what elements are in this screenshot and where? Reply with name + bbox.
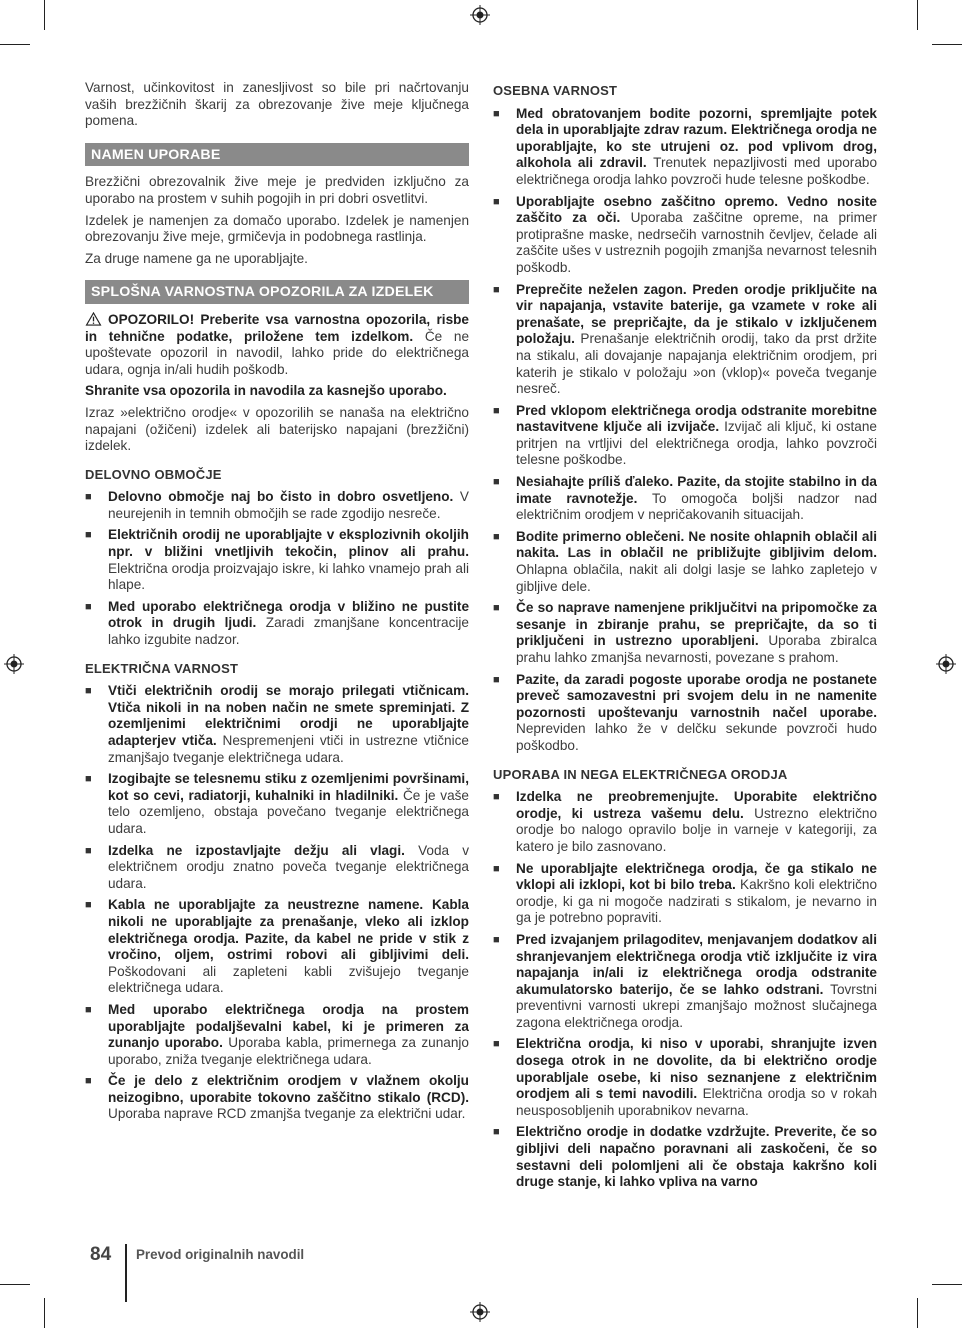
bullet-icon: ■ (85, 491, 92, 504)
bullet-icon: ■ (493, 476, 500, 489)
bullet-icon: ■ (493, 530, 500, 543)
registration-mark-icon (470, 1302, 490, 1322)
bullet-icon: ■ (85, 1075, 92, 1088)
warning-paragraph (85, 312, 469, 378)
bullet-icon: ■ (85, 844, 92, 857)
bullet-icon: ■ (493, 1038, 500, 1051)
footer-divider (125, 1244, 127, 1302)
bullet-icon: ■ (493, 283, 500, 296)
page-number: 84 (90, 1244, 112, 1265)
list-item: ■ Izdelka ne izpostavljajte dežju ali vlagi. Voda v električnem orodju znatno poveča tveganje električnega udara. (85, 842, 470, 891)
keep-instructions: Shranite vsa opozorila in navodila za kasnejšo uporabo. (85, 383, 447, 399)
footer-text: Prevod originalnih navodil (136, 1247, 305, 1262)
bullet-icon: ■ (85, 529, 92, 542)
bullet-icon: ■ (85, 600, 92, 613)
list-item: ■ Če je delo z električnim orodjem v vlažnem okolju neizogibno, uporabite tokovno zaščitno stikalo (RCD). Uporaba naprave RCD zmanjša tveganje za električni udar. (85, 1073, 469, 1122)
registration-mark-icon (470, 5, 490, 25)
list-item: ■ Med obratovanjem bodite pozorni, spremljajte potek dela in uporabljajte zdrav razum. Električnega orodja ne uporabljajte, ko ste utrujeni oz. pod vplivom drog, alkohola ali zdravil. Trenutek nepazljivosti med uporabo električnega orodja lahko povzroči hude telesne poškodbe. (493, 105, 877, 187)
work-area-list (85, 489, 469, 648)
bullet-icon: ■ (85, 773, 92, 786)
bullet-icon: ■ (493, 933, 500, 946)
list-item: ■ Pazite, da zaradi pogoste uporabe orodja ne postanete preveč samozavestni pri svojem delu in ne namenite pozornosti upoštevanju varnostnih načel uporabe. Nepreviden lahko že v delčku sekunde povzroči hudo poškodbo. (493, 671, 877, 753)
subheading-work-area: DELOVNO OBMOČJE (85, 466, 222, 482)
intro-paragraph: Varnost, učinkovitost in zanesljivost so bile pri načrtovanju vaših brezžičnih škarij za obrezovanje žive meje ključnega pomena. (85, 80, 469, 129)
list-item: ■ Bodite primerno oblečeni. Ne nosite ohlapnih oblačil ali nakita. Las in oblačil ne približujte gibljivim delom. Ohlapna oblačila, nakit ali dolgi lasje se lahko zapletejo v gibljive dele. (493, 528, 877, 594)
list-item: ■ Ne uporabljajte električnega orodja, če ga stikalo ne vklopi ali izklopi, kot bi bilo treba. Kakršno koli električno orodje, ki ga ni mogoče nadzirati s stikalom, je nevarno in ga je potrebno popraviti. (493, 860, 878, 926)
intended-use-paragraph: Brezžični obrezovalnik žive meje je predviden izključno za uporabo na prostem v suhih pogojih in pri dobri osvetlitvi. (85, 174, 469, 206)
bullet-icon: ■ (85, 1003, 92, 1016)
subheading-personal-safety: OSEBNA VARNOST (493, 83, 618, 98)
list-item: ■ Vtiči električnih orodij se morajo prilegati vtičnicam. Vtiča nikoli in na noben način ne smete spreminjati. Z ozemljenimi električnimi orodji ne uporabljajte adapterjev vtiča. Nespremenjeni vtiči in ustrezne vtičnice zmanjšajo tveganje električnega udara. (85, 683, 469, 765)
list-item: ■ Pred izvajanjem prilagoditev, menjavanjem dodatkov ali shranjevanjem električnega orodja vtič izključite iz vira napajanja in/ali iz električnega orodja odstranite akumulatorsko baterijo, če se lahko odstrani. Tovrstni preventivni varnosti ukrepi zmanjšajo možnost slučajnega zagona električnega orodja. (493, 931, 877, 1030)
bullet-icon: ■ (493, 602, 500, 615)
subheading-electrical-safety: ELEKTRIČNA VARNOST (85, 660, 239, 676)
use-care-list (493, 789, 877, 1191)
list-item: ■ Izogibajte se telesnemu stiku z ozemljenimi površinami, kot so cevi, radiatorji, kuhalniki in hladilniki. Če je vaše telo ozemljeno, obstaja povečano tveganje električnega udara. (85, 771, 469, 836)
list-item: ■ Električno orodje in dodatke vzdržujte. Preverite, če so gibljivi deli napačno poravnani ali zaskočeni, če so sestavni deli polomljeni ali če obstaja kakršno koli druge stanje, ki lahko vpliva na varno (493, 1124, 877, 1190)
right-column (493, 80, 877, 1196)
crop-mark (44, 0, 45, 30)
left-column (85, 80, 469, 1128)
crop-mark (932, 1284, 962, 1285)
list-item: ■ Med uporabo električnega orodja v bližino ne pustite otrok in drugih ljudi. Zaradi zmanjšane koncentracije lahko izgubite nadzor. (85, 598, 469, 648)
bullet-icon: ■ (493, 862, 500, 875)
crop-mark (0, 44, 30, 45)
list-item: ■ Kabla ne uporabljajte za neustrezne namene. Kabla nikoli ne uporabljajte za prenašanje, vleko ali izklop električnega orodja. Pazite, da kabel ne pride v stik z vročino, oljem, ostrimi robovi ali gibljivimi deli. Poškodovani ali zapleteni kabli zvišujejo tveganje električnega udara. (85, 897, 469, 996)
bullet-icon: ■ (493, 107, 500, 120)
list-item: ■ Delovno območje naj bo čisto in dobro osvetljeno. V neurejenih in temnih območjih se rade zgodijo nesreče. (85, 489, 469, 521)
warning-triangle-icon (85, 312, 102, 326)
list-item: ■ Električnih orodij ne uporabljajte v eksplozivnih okoljih npr. v bližini vnetljivih tekočin, plinov ali prahu. Električna orodja proizvajajo iskre, ki lahko vnamejo prah ali hlape. (85, 527, 469, 593)
crop-mark (917, 1298, 918, 1328)
bullet-icon: ■ (493, 791, 500, 804)
bullet-icon: ■ (85, 685, 92, 698)
warning-bold: OPOZORILO! Preberite vsa varnostna opozorila, risbe in tehnične podatke, priložene tem izdelkom. (85, 311, 469, 344)
intended-use-paragraph: Za druge namene ga ne uporabljajte. (85, 250, 308, 266)
bullet-icon: ■ (85, 899, 92, 912)
personal-safety-list (493, 106, 877, 755)
list-item: ■ Uporabljajte osebno zaščitno opremo. Vedno nosite zaščito za oči. Uporaba zaščitne opreme, na primer protiprašne maske, nedrsečih varnostnih čevljev, čelade ali zaščite ušes v ustreznih pogojih zmanjša nevarnost telesnih poškodb. (493, 193, 877, 275)
subheading-use-care: UPORABA IN NEGA ELEKTRIČNEGA ORODJA (493, 766, 788, 782)
registration-mark-icon (936, 654, 956, 674)
list-item: ■ Izdelka ne preobremenjujte. Uporabite električno orodje, ki ustreza vašemu delu. Ustrezno električno orodje bo nalogo opravilo bolje in varneje v kategoriji, za katero je bilo zasnovano. (493, 789, 877, 854)
bullet-icon: ■ (493, 673, 500, 686)
list-item: ■ Če so naprave namenjene priključitvi na pripomočke za sesanje in zbiranje prahu, se prepričajte, da so ti priključeni in ustrezno uporabljeni. Uporaba zbiralca prahu lahko zmanjša nevarnosti, povezane s prahom. (493, 600, 877, 665)
crop-mark (0, 1284, 30, 1285)
list-item: ■ Nesiahajte príliš ďaleko. Pazite, da stojite stabilno in da imate ravnotežje. To omogoča boljši nadzor nad električnim orodjem v nepričakovanih situacijah. (493, 474, 878, 523)
section-heading-intended-use: NAMEN UPORABE (85, 143, 469, 167)
list-item: ■ Med uporabo električnega orodja na prostem uporabljajte podaljševalni kabel, ki je primeren za zunanjo uporabo. Uporaba kabla, primernega za zunanjo uporabo, zniža tveganje električnega udara. (85, 1001, 469, 1067)
crop-mark (932, 44, 962, 45)
registration-mark-icon (4, 654, 24, 674)
bullet-icon: ■ (493, 404, 500, 417)
bullet-icon: ■ (493, 195, 500, 208)
list-item: ■ Pred vklopom električnega orodja odstranite morebitne nastavitvene ključe ali izvijače. Izvijač ali ključ, ki ostane pritrjen na vrtljivi del električnega orodja, lahko povzroči telesne poškodbe. (493, 402, 877, 468)
term-paragraph: Izraz »električno orodje« v opozorilih se nanaša na električno napajani (ožičeni) izdelek ali baterijsko napajani (brezžični) izdelek. (85, 404, 469, 454)
bullet-icon: ■ (493, 1126, 500, 1139)
list-item: ■ Preprečite neželen zagon. Preden orodje priključite na vir napajanja, vstavite baterije, ga vzamete v roke ali prenašate, se prepričajte, da je stikalo v izključenem položaju. Prenašanje električnih orodij, tako da prst držite na stikalu, ali dovajanje napajanja električnim orodjem, pri katerih je stikalo v položaju »on (vklop)« poveča tveganje nesreč. (493, 281, 877, 397)
section-heading-general-safety: SPLOŠNA VARNOSTNA OPOZORILA ZA IZDELEK (85, 280, 469, 304)
intended-use-paragraph: Izdelek je namenjen za domačo uporabo. Izdelek je namenjen obrezovanju žive meje, grmičevja in podobnega rastlinja. (85, 212, 469, 245)
crop-mark (917, 0, 918, 30)
warning-text: Če ne upoštevate opozoril in navodil, lahko pride do električnega udara, ognja in/ali hudih poškodb. (85, 328, 469, 377)
list-item: ■ Električna orodja, ki niso v uporabi, shranjujte izven dosega otrok in ne dovolite, da bi električno orodje uporabljale osebe, ki niso seznanjene z električnim orodjem ali s temi navodili. Električna orodja so v rokah neusposobljenih uporabnikov nevarna. (493, 1036, 878, 1118)
electrical-safety-list (85, 683, 469, 1123)
crop-mark (44, 1298, 45, 1328)
